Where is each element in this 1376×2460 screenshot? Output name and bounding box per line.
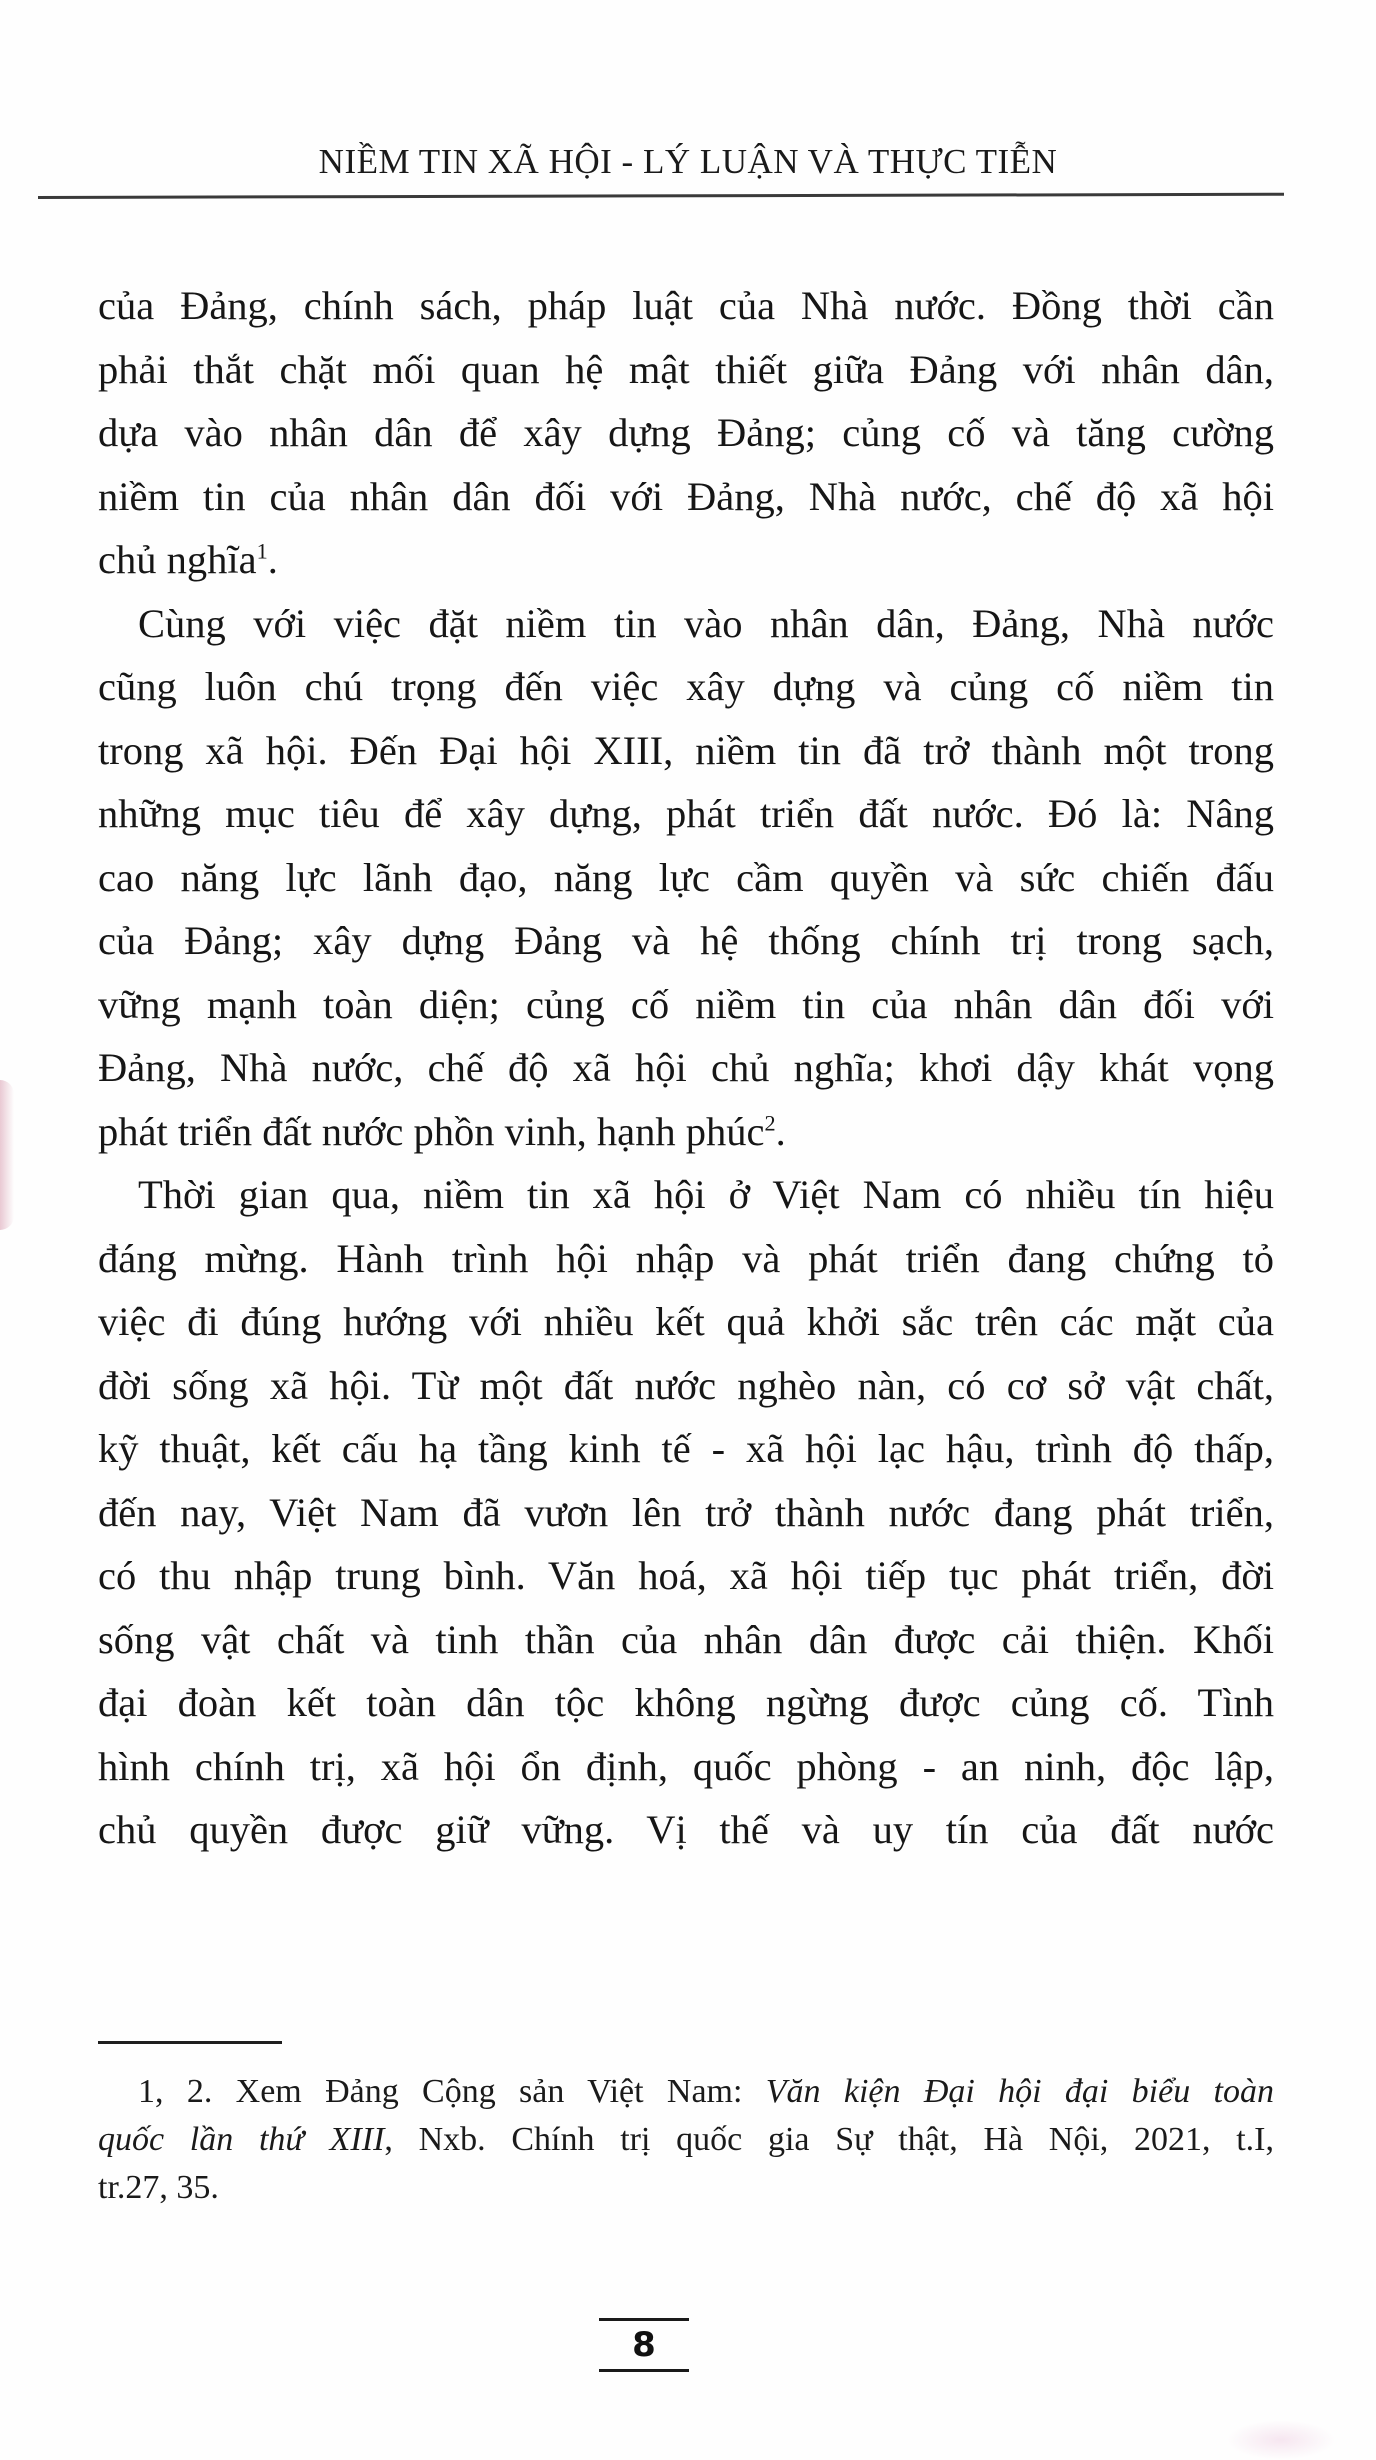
text-line: niềm tin của nhân dân đối với Đảng, Nhà nước, chế độ xã hội bbox=[98, 473, 1274, 519]
page-number-rule-bottom bbox=[599, 2369, 689, 2372]
text-line: kỹ thuật, kết cấu hạ tầng kinh tế - xã hội lạc hậu, trình độ thấp, bbox=[98, 1426, 1274, 1471]
text-line: việc đi đúng hướng với nhiều kết quả khởi sắc trên các mặt của bbox=[98, 1299, 1274, 1344]
footnote-line bbox=[98, 2116, 1274, 2164]
text-line: chủ quyền được giữ vững. Vị thế và uy tín của đất nước bbox=[98, 1807, 1274, 1852]
text-line: Đảng, Nhà nước, chế độ xã hội chủ nghĩa; khơi dậy khát vọng bbox=[98, 1045, 1274, 1090]
paragraph-1 bbox=[98, 274, 1274, 592]
text-line: hình chính trị, xã hội ổn định, quốc phòng - an ninh, độc lập, bbox=[98, 1743, 1274, 1789]
footnote-ref-2[interactable]: 2 bbox=[764, 1110, 776, 1135]
running-header: NIỀM TIN XÃ HỘI - LÝ LUẬN VÀ THỰC TIỄN bbox=[318, 142, 1058, 181]
text-line: dựa vào nhân dân để xây dựng Đảng; củng cố và tăng cường bbox=[98, 410, 1274, 455]
text-line: Thời gian qua, niềm tin xã hội ở Việt Nam có nhiều tín hiệu bbox=[138, 1172, 1274, 1217]
text-line: vững mạnh toàn diện; củng cố niềm tin của nhân dân đối với bbox=[98, 981, 1274, 1027]
footnote-ref-1[interactable]: 1 bbox=[256, 538, 268, 564]
text-line: có thu nhập trung bình. Văn hoá, xã hội tiếp tục phát triển, đời bbox=[98, 1553, 1274, 1598]
text-line: Cùng với việc đặt niềm tin vào nhân dân, Đảng, Nhà nước bbox=[138, 600, 1274, 646]
footnote-work-title: quốc lần thứ XIII bbox=[98, 2121, 385, 2158]
text-line: của Đảng; xây dựng Đảng và hệ thống chính trị trong sạch, bbox=[98, 918, 1274, 963]
footnote-publisher: , Nxb. Chính trị quốc gia Sự thật, Hà Nội, 2021, t.I, bbox=[384, 2121, 1274, 2158]
text-line: trong xã hội. Đến Đại hội XIII, niềm tin đã trở thành một trong bbox=[98, 727, 1274, 773]
text-line: của Đảng, chính sách, pháp luật của Nhà nước. Đồng thời cần bbox=[98, 283, 1274, 328]
footnote-refs: 1, 2. bbox=[138, 2073, 213, 2110]
text-line: phát triển đất nước phồn vinh, hạnh phúc$^2$. bbox=[98, 1108, 786, 1154]
text-line: phải thắt chặt mối quan hệ mật thiết giữa Đảng với nhân dân, bbox=[98, 346, 1274, 392]
paragraph-2 bbox=[98, 592, 1274, 1164]
text-line: đến nay, Việt Nam đã vươn lên trở thành nước đang phát triển, bbox=[98, 1489, 1274, 1535]
text-line: những mục tiêu để xây dựng, phát triển đất nước. Đó là: Nâng bbox=[98, 791, 1274, 836]
footnote-separator bbox=[98, 2041, 282, 2044]
header-rule bbox=[38, 193, 1284, 199]
body-text bbox=[98, 274, 1274, 1862]
footnote-line: tr.27, 35. bbox=[98, 2169, 219, 2206]
text-line: sống vật chất và tinh thần của nhân dân được cải thiện. Khối bbox=[98, 1616, 1274, 1662]
footnote-1-2 bbox=[98, 2068, 1274, 2212]
page-number: 8 bbox=[632, 2325, 656, 2365]
text-line: đáng mừng. Hành trình hội nhập và phát triển đang chứng tỏ bbox=[98, 1235, 1274, 1281]
text-line: cũng luôn chú trọng đến việc xây dựng và củng cố niềm tin bbox=[98, 664, 1274, 709]
paragraph-3 bbox=[98, 1163, 1274, 1862]
footnote-line: 1, 2. Xem Đảng Cộng sản Việt Nam: Văn kiện Đại hội đại biểu toàn bbox=[138, 2073, 1274, 2110]
text-line: cao năng lực lãnh đạo, năng lực cầm quyền và sức chiến đấu bbox=[98, 854, 1274, 900]
text-line: chủ nghĩa$^1$. bbox=[98, 537, 278, 582]
page-corner-tint bbox=[1226, 2420, 1336, 2460]
text-line: đời sống xã hội. Từ một đất nước nghèo nàn, có cơ sở vật chất, bbox=[98, 1362, 1274, 1408]
page-number-block bbox=[598, 2318, 690, 2372]
page-edge-tint bbox=[0, 1080, 14, 1230]
text-line: đại đoàn kết toàn dân tộc không ngừng được củng cố. Tình bbox=[98, 1680, 1274, 1725]
footnote-work-title: Văn kiện Đại hội đại biểu toàn bbox=[765, 2073, 1274, 2110]
